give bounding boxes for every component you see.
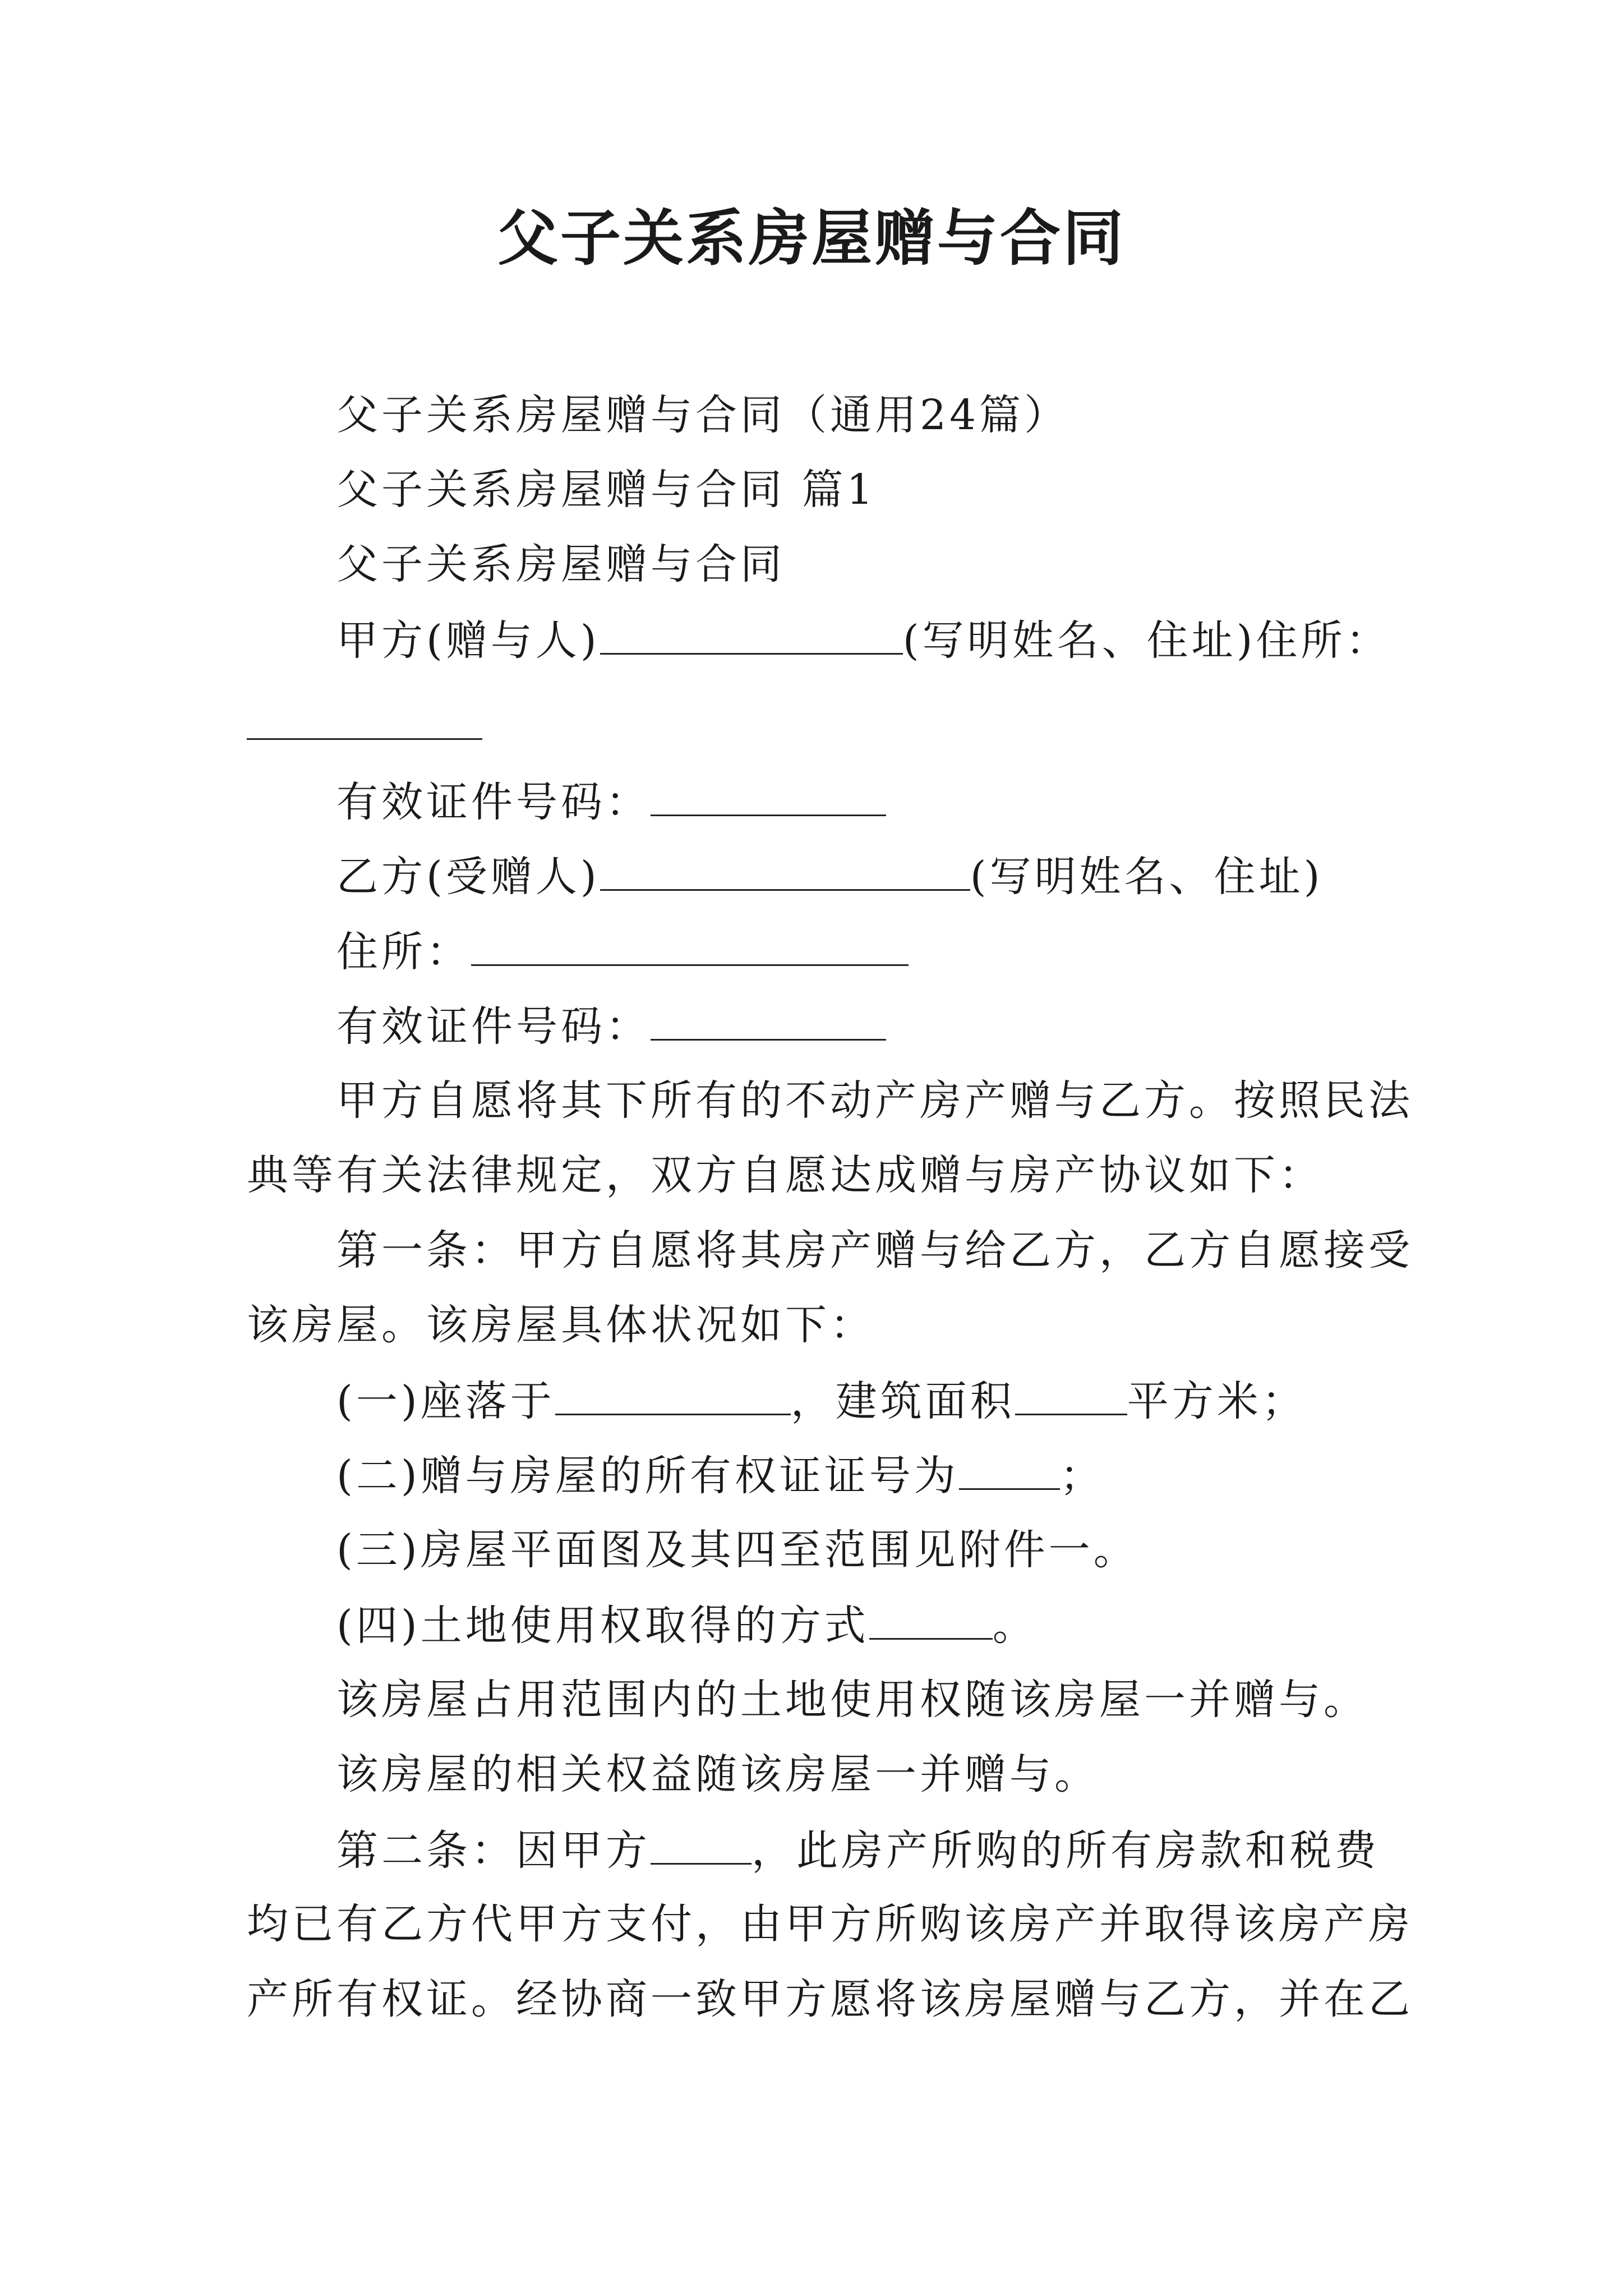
location-blank [555, 1372, 791, 1415]
party-a-id-blank [651, 773, 886, 816]
item-three-line: (三)房屋平面图及其四至范围见附件一。 [336, 1526, 1138, 1574]
certificate-number-blank [959, 1447, 1060, 1490]
subtitle-line: 父子关系房屋赠与合同（通用24篇） [336, 391, 1069, 439]
party-a-note: (写明姓名、住址)住所： [902, 616, 1391, 665]
party-a-name-blank [600, 611, 903, 655]
paragraph-line: 典等有关法律规定，双方自愿达成赠与房产协议如下： [247, 1151, 1324, 1199]
item-two-label: (二)赠与房屋的所有权证证号为 [336, 1452, 959, 1500]
party-b-address-label: 住所： [336, 928, 471, 976]
party-a-id-line [336, 773, 886, 830]
paragraph-line: 该房屋的相关权益随该房屋一并赠与。 [336, 1750, 1099, 1798]
item-four-line [336, 1596, 1038, 1654]
party-a-address-blank [247, 738, 482, 740]
paragraph-line: 产所有权证。经协商一致甲方愿将该房屋赠与乙方，并在乙 [247, 1975, 1413, 2023]
article-two-line [336, 1821, 1380, 1879]
party-b-id-line [336, 997, 886, 1055]
party-b-name-blank [600, 848, 970, 891]
area-unit: 平方米； [1127, 1377, 1307, 1425]
article-one-line: 第一条：甲方自愿将其房产赠与给乙方，乙方自愿接受 [336, 1226, 1413, 1274]
paragraph-line: 甲方自愿将其下所有的不动产房产赠与乙方。按照民法 [336, 1076, 1413, 1125]
party-b-label: 乙方(受赠人) [336, 853, 600, 901]
section-heading: 父子关系房屋赠与合同 篇1 [336, 466, 877, 514]
item-two-line [336, 1447, 1105, 1504]
paragraph-line: 该房屋。该房屋具体状况如下： [247, 1301, 875, 1349]
party-b-note: (写明姓名、住址) [970, 853, 1324, 901]
item-one-line [336, 1372, 1307, 1429]
party-b-address-line [336, 923, 909, 980]
party-b-id-label: 有效证件号码： [336, 1002, 651, 1051]
party-b-id-blank [651, 997, 886, 1041]
item-two-end: ； [1059, 1452, 1105, 1500]
party-a-id-label: 有效证件号码： [336, 778, 651, 826]
contract-name-line: 父子关系房屋赠与合同 [336, 540, 785, 588]
document-title: 父子关系房屋赠与合同 [497, 203, 1126, 274]
article-two-label: 第二条：因甲方 [336, 1826, 651, 1875]
party-a-line [336, 611, 1391, 669]
paragraph-line: 该房屋占用范围内的土地使用权随该房屋一并赠与。 [336, 1676, 1368, 1724]
item-four-end: 。 [992, 1602, 1038, 1650]
area-blank [1015, 1372, 1127, 1415]
item-four-label: (四)土地使用权取得的方式 [336, 1602, 869, 1650]
area-label: ，建筑面积 [790, 1377, 1015, 1425]
article-two-text: ，此房产所购的所有房款和税费 [751, 1826, 1380, 1875]
party-b-line [336, 848, 1324, 905]
party-b-address-blank [471, 923, 909, 966]
item-one-label: (一)座落于 [336, 1377, 555, 1425]
paragraph-line: 均已有乙方代甲方支付，由甲方所购该房产并取得该房产房 [247, 1900, 1413, 1948]
party-a-label: 甲方(赠与人) [336, 616, 600, 665]
reason-blank [651, 1821, 751, 1865]
land-use-method-blank [869, 1596, 993, 1640]
